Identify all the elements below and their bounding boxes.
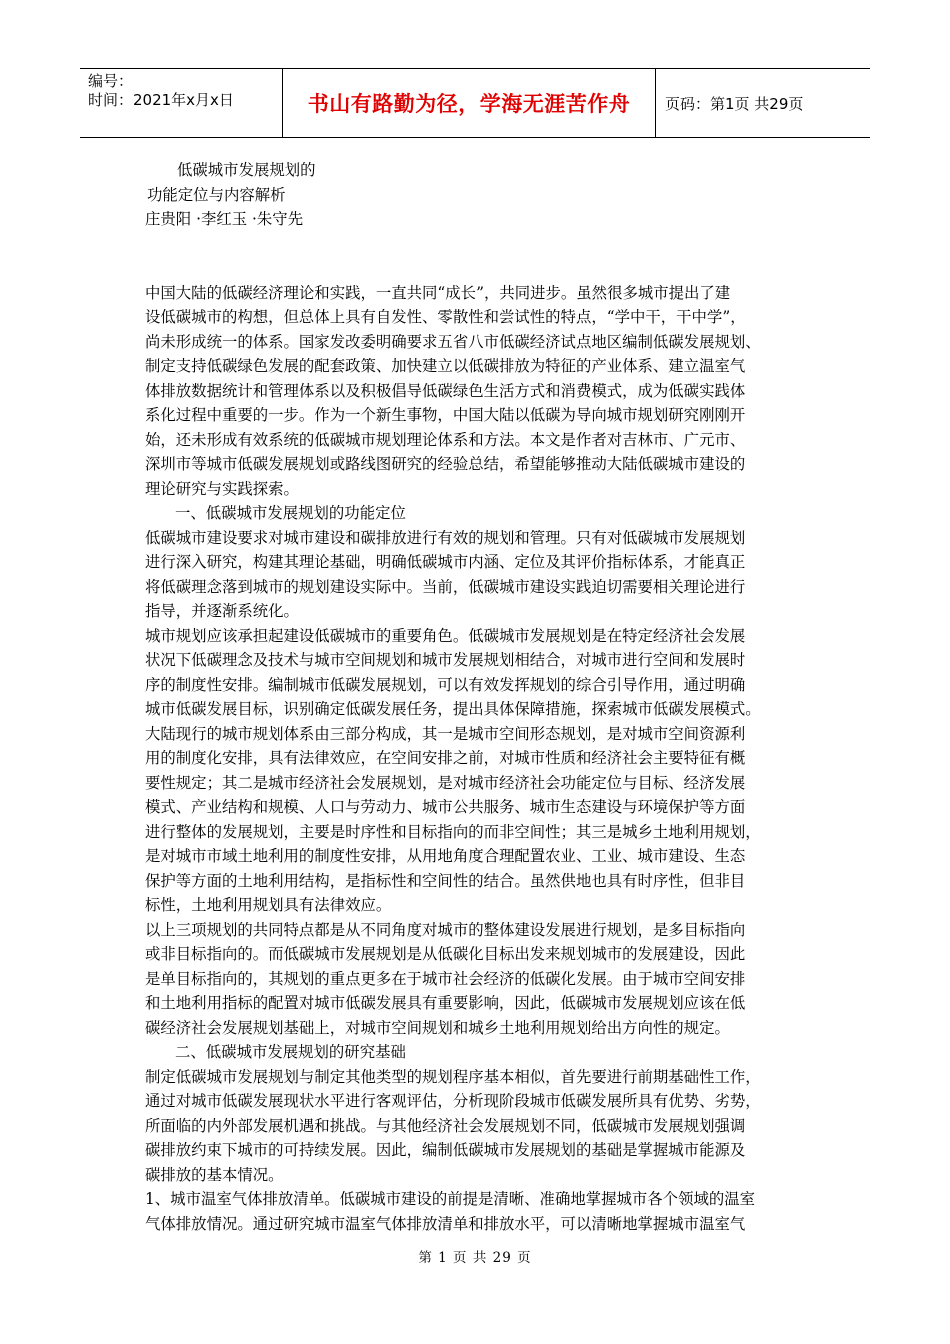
body-line: 或非目标指向的。而低碳城市发展规划是从低碳化目标出发来规划城市的发展建设，因此 — [145, 945, 746, 963]
body-line: 城市低碳发展目标，识别确定低碳发展任务，提出具体保障措施，探索城市低碳发展模式。 — [145, 700, 761, 718]
body-line: 模式、产业结构和规模、人口与劳动力、城市公共服务、城市生态建设与环境保护等方面 — [145, 798, 746, 816]
body-line: 1、城市温室气体排放清单。低碳城市建设的前提是清晰、准确地掌握城市各个领域的温室 — [145, 1190, 756, 1208]
body-line: 状况下低碳理念及技术与城市空间规划和城市发展规划相结合，对城市进行空间和发展时 — [145, 651, 746, 669]
body-line: 城市规划应该承担起建设低碳城市的重要角色。低碳城市发展规划是在特定经济社会发展 — [145, 626, 746, 645]
body-line: 进行深入研究，构建其理论基础，明确低碳城市内涵、定位及其评价指标体系，才能真正 — [145, 553, 746, 571]
body-line: 以上三项规划的共同特点都是从不同角度对城市的整体建设发展进行规划，是多目标指向 — [145, 920, 746, 939]
body-line: 制定支持低碳绿色发展的配套政策、加快建立以低碳排放为特征的产业体系、建立温室气 — [145, 357, 746, 375]
body-line: 是单目标指向的，其规划的重点更多在于城市社会经济的低碳化发展。由于城市空间安排 — [145, 969, 746, 988]
body-line: 序的制度性安排。编制城市低碳发展规划，可以有效发挥规划的综合引导作用，通过明确 — [145, 675, 746, 694]
body-line: 通过对城市低碳发展现状水平进行客观评估，分析现阶段城市低碳发展所具有优势、劣势， — [145, 1092, 761, 1110]
body-line: 理论研究与实践探索。 — [145, 479, 299, 498]
body-line: 中国大陆的低碳经济理论和实践，一直共同“成长”，共同进步。虽然很多城市提出了建 — [145, 283, 731, 302]
body-line: 将低碳理念落到城市的规划建设实际中。当前，低碳城市建设实践迫切需要相关理论进行 — [145, 577, 746, 596]
header-page-info: 页码：第1页 共29页 — [665, 94, 804, 113]
body-line: 要性规定；其二是城市经济社会发展规划，是对城市经济社会功能定位与目标、经济发展 — [145, 773, 746, 792]
title-line-2: 功能定位与内容解析 — [147, 185, 286, 204]
body-line: 尚未形成统一的体系。国家发改委明确要求五省八市低碳经济试点地区编制低碳发展规划、 — [145, 332, 761, 351]
number-label: 编号： — [88, 72, 134, 90]
body-line: 始，还未形成有效系统的低碳城市规划理论体系和方法。本文是作者对吉林市、广元市、 — [145, 430, 746, 449]
body-line: 大陆现行的城市规划体系由三部分构成，其一是城市空间形态规划，是对城市空间资源利 — [145, 724, 746, 743]
header-motto: 书山有路勤为径，学海无涯苦作舟 — [282, 69, 656, 137]
section-heading: 一、低碳城市发展规划的功能定位 — [175, 504, 406, 522]
page-header — [80, 68, 870, 138]
body-line: 是对城市市域土地利用的制度性安排，从用地角度合理配置农业、工业、城市建设、生态 — [145, 847, 746, 865]
body-line: 设低碳城市的构想，但总体上具有自发性、零散性和尝试性的特点，“学中干，干中学”， — [145, 308, 746, 326]
body-line: 碳排放的基本情况。 — [145, 1165, 284, 1184]
body-line: 保护等方面的土地利用结构，是指标性和空间性的结合。虽然供地也具有时序性，但非目 — [145, 871, 746, 890]
body-line: 气体排放情况。通过研究城市温室气体排放清单和排放水平，可以清晰地掌握城市温室气 — [145, 1214, 746, 1233]
body-line: 系化过程中重要的一步。作为一个新生事物，中国大陆以低碳为导向城市规划研究刚刚开 — [145, 406, 746, 424]
authors: 庄贵阳 ·李红玉 ·朱守先 — [145, 210, 304, 228]
body-line: 低碳城市建设要求对城市建设和碳排放进行有效的规划和管理。只有对低碳城市发展规划 — [145, 528, 746, 547]
body-line: 制定低碳城市发展规划与制定其他类型的规划程序基本相似，首先要进行前期基础性工作， — [145, 1067, 761, 1086]
body-line: 和土地利用指标的配置对城市低碳发展具有重要影响，因此，低碳城市发展规划应该在低 — [145, 994, 746, 1012]
body-line: 碳排放约束下城市的可持续发展。因此，编制低碳城市发展规划的基础是掌握城市能源及 — [145, 1141, 746, 1159]
body-line: 体排放数据统计和管理体系以及积极倡导低碳绿色生活方式和消费模式，成为低碳实践体 — [145, 381, 746, 400]
header-meta — [80, 69, 282, 137]
body-line: 指导，并逐渐系统化。 — [145, 602, 299, 620]
body-line: 进行整体的发展规划，主要是时序性和目标指向的而非空间性；其三是城乡土地利用规划， — [145, 822, 761, 841]
body-line: 标性，土地利用规划具有法律效应。 — [145, 896, 392, 914]
body-line: 碳经济社会发展规划基础上，对城市空间规划和城乡土地利用规划给出方向性的规定。 — [145, 1018, 730, 1037]
page-footer: 第 1 页 共 29 页 — [418, 1250, 532, 1266]
document-body — [145, 158, 815, 1236]
body-line: 深圳市等城市低碳发展规划或路线图研究的经验总结，希望能够推动大陆低碳城市建设的 — [145, 455, 746, 473]
body-line: 用的制度化安排，具有法律效应，在空间安排之前，对城市性质和经济社会主要特征有概 — [145, 749, 746, 767]
section-heading: 二、低碳城市发展规划的研究基础 — [175, 1043, 406, 1061]
time-label: 时间：2021年x月x日 — [88, 91, 234, 109]
title-line-1: 低碳城市发展规划的 — [177, 161, 316, 179]
body-line: 所面临的内外部发展机遇和挑战。与其他经济社会发展规划不同，低碳城市发展规划强调 — [145, 1116, 746, 1135]
